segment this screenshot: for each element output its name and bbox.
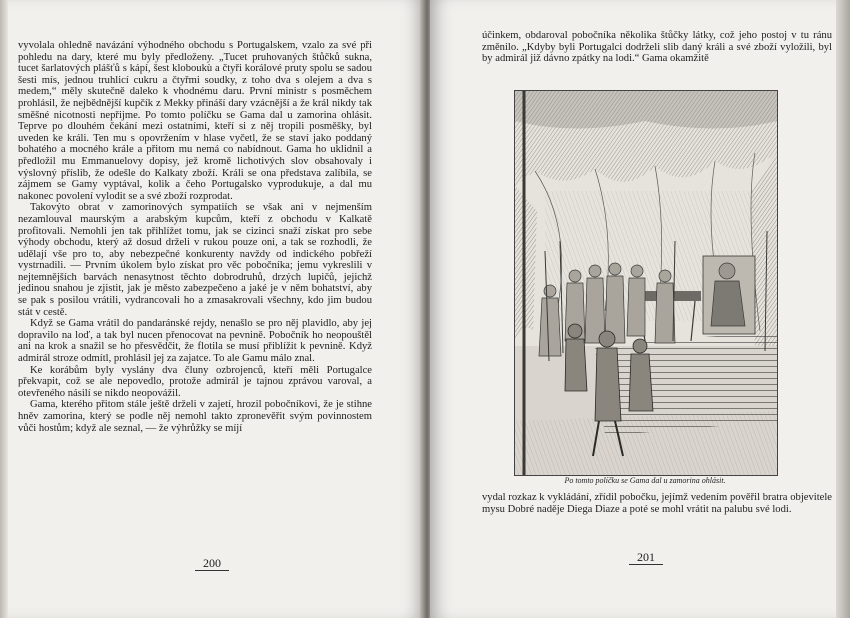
figure-caption: Po tomto políčku se Gama dal u zamorina ohlásit. — [564, 476, 726, 485]
paragraph: Ke korábům byly vyslány dva čluny ozbrojenců, kteří měli Portugalce překvapit, což se ale nepovedlo, protože admirál je tajnou zprávou varoval, a otevřeného násilí se nikdo neopovážil. — [18, 364, 372, 399]
right-page-bottom-text — [482, 492, 832, 515]
page-number: 201 — [629, 551, 663, 565]
engraving-scene — [515, 91, 777, 475]
paragraph: vydal rozkaz k vykládání, zřídil pobočku, jejímž vedením pověřil bratra objevitele mysu Dobré naděje Diega Diaze a poté se mohl vrátit na palubu své lodi. — [482, 492, 832, 515]
engraving-illustration — [514, 90, 778, 476]
paragraph: Gama, kterého přitom stále ještě drželi v zajetí, hrozil pobočníkovi, že je stihne hněv zamorina, který se podle něj nemohl takto zpronevěřit svým povinnostem vůči hostům; když ale seznal, — že výhrůžky se míjí — [18, 399, 372, 434]
page-edge-left — [0, 0, 8, 618]
right-page-top-text — [482, 30, 832, 65]
paragraph: Takovýto obrat v zamorinových sympatiích se však ani v nejmenším nezamlouval maurským a arabským kupcům, kteří z obchodu v Kalkatě profitovali. Nemohli jen tak přihlížet tomu, jak se cizinci snaží získat pro sebe výhody obchodu, který až dosud drželi v rukou pouze oni, a tak se rozhodli, že udělají vše pro to, aby nebezpečné konkurenty navždy od indického pobřeží vystrnadili. — Prvním úkolem bylo získat pro věc pobočníka; jemu vykreslili v nejtemnějších barvách nenasytnost těchto dobrodruhů, drzých lupičů, jejichž jedinou snahou je zjistit, jak je město zabezpečeno a jaké je v něm bohatství, aby se pak s posilou vrátili, vydrancovali ho a zmasakrovali všechny, kdo jim budou stát v cestě. — [18, 202, 372, 318]
left-page — [0, 0, 424, 618]
page-number: 200 — [195, 557, 229, 571]
paragraph: účinkem, obdaroval pobočníka několika štůčky látky, což jeho postoj v tu ránu změnilo. „Kdyby byli Portugalci dodrželi slib daný králi a své zboží vyložili, byl by admirál již dávno zpátky na lodi.“ Gama okamžitě — [482, 30, 832, 65]
left-page-text — [18, 40, 372, 434]
paragraph: vyvolala ohledně navázání výhodného obchodu s Portugalskem, vzalo za své při pohledu na dary, které mu byly předloženy. „Tucet pruhovaných štůčků sukna, tucet šarlatových plášťů s kápí, šest kloboukù a čtyři korálové pruty spolu se sadou šesti mís, jednou truhlicí cukru a čtyřmi soudky, z toho dva s olejem a dva s medem,“ měly skutečně daleko k vhodnému daru. První ministr s posměchem prohlásil, že nejbědnější kupčík z Mekky přináší dary vzácnější a že král nikdy tak směšné nicotnosti nepřijme. Po tomto políčku se Gama dal u zamorina ohlásit. Teprve po dlouhém čekání mezi ostatními, kteří si z něj tropili posměšky, byl uveden ke králi. Ten mu s opovržením v hlase vyčetl, že se staví jako poddaný bohatého a mocného krále a přitom mu nemá co nabídnout. Gama ho uklidnil a předložil mu Emmanuelovy dopisy, jež kromě lichotivých slov obsahovaly i výslovný příslib, že odešle do Kalkaty zboží. Králi se ona představa zalíbila, se zájmem se Gamy vyptával, kolik a čeho Portugalsko vyprodukuje, a dal mu nakonec povolení vylodit se a své zboží rozprodat. — [18, 40, 372, 202]
paragraph: Když se Gama vrátil do pandaránské rejdy, nenašlo se pro něj plavidlo, aby jej dopravilo na loď, a tak byl nucen přenocovat na pevnině. Pobočník ho neopouštěl ani na krok a snažil se ho přesvědčit, že flotila se musí přiblížit k pevnině. Když admirál stroze odmítl, prohlásil jej za zajatce. To ale Gamu málo znal. — [18, 318, 372, 365]
page-edge-right — [836, 0, 850, 618]
